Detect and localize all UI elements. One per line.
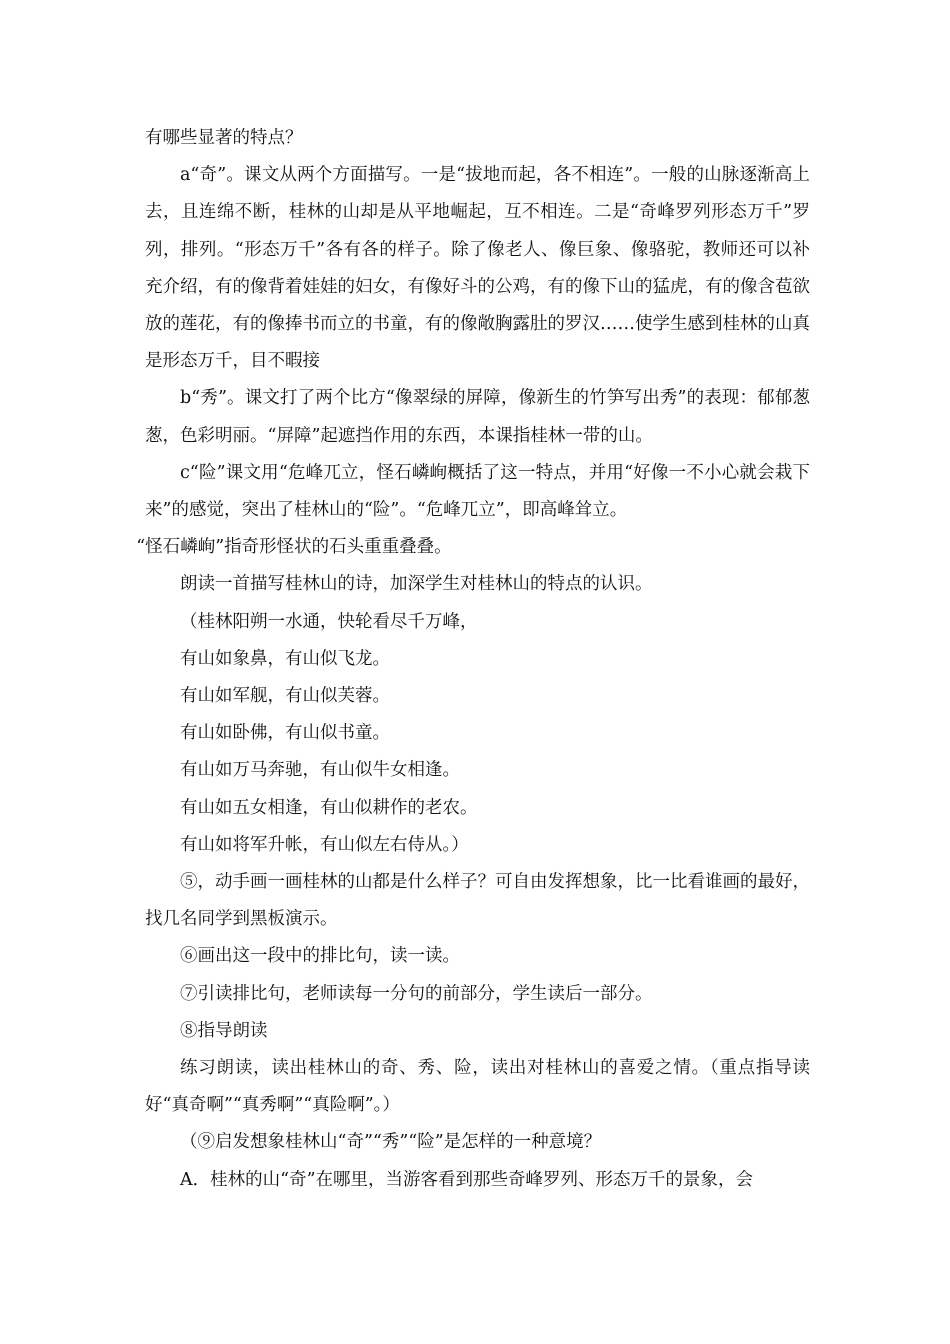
- item-a-paragraph: A．桂林的山“奇”在哪里，当游客看到那些奇峰罗列、形态万千的景象，会: [180, 1169, 754, 1190]
- step-9-paragraph: （⑨启发想象桂林山“奇”“秀”“险”是怎样的一种意境？: [180, 1132, 602, 1153]
- poem-line: 有山如将军升帐，有山似左右侍从。）: [180, 834, 469, 855]
- poem-line: 有山如五女相逢，有山似耕作的老农。: [180, 797, 478, 818]
- poem-line: （桂林阳朔一水通，快轮看尽千万峰，: [180, 611, 478, 632]
- poem-line: 有山如军舰，有山似芙蓉。: [180, 686, 390, 707]
- paragraph-guaishi: “怪石嶙峋”指奇形怪状的石头重重叠叠。: [136, 537, 452, 558]
- paragraph-qi: a“奇”。课文从两个方面描写。一是“拔地而起，各不相连”。一般的山脉逐渐高上去，且连绵不断，桂林的山却是从平地崛起，互不相连。二是“奇峰罗列形态万千”罗列，排列。“形态万千”各有各的样子。除了像老人、像巨象、像骆驼，教师还可以补充介绍，有的像背着娃娃的妇女，有像好斗的公鸡，有的像下山的猛虎，有的像含苞欲放的莲花，有的像捧书而立的书童，有的像敞胸露肚的罗汉……使学生感到桂林的山真是形态万千，目不暇接: [145, 165, 810, 372]
- step-7-paragraph: ⑦引读排比句，老师读每一分句的前部分，学生读后一部分。: [180, 983, 653, 1004]
- paragraph-xian: c“险”课文用“危峰兀立，怪石嶙峋概括了这一特点，并用“好像一不小心就会栽下来”的感觉，突出了桂林山的“险”。“危峰兀立”，即高峰耸立。: [145, 462, 810, 521]
- step-5-paragraph: ⑤，动手画一画桂林的山都是什么样子？可自由发挥想象，比一比看谁画的最好，找几名同学到黑板演示。: [145, 872, 810, 930]
- step-8-paragraph: ⑧指导朗读: [180, 1020, 268, 1041]
- document-body: [136, 120, 810, 1199]
- poem-line: 有山如万马奔驰，有山似牛女相逢。: [180, 760, 460, 781]
- paragraph-continuation: 有哪些显著的特点？: [145, 128, 303, 148]
- step-6-paragraph: ⑥画出这一段中的排比句，读一读。: [180, 946, 460, 967]
- poem-line: 有山如卧佛，有山似书童。: [180, 723, 390, 744]
- poem-line: 有山如象鼻，有山似飞龙。: [180, 648, 390, 669]
- paragraph-poem-intro: 朗读一首描写桂林山的诗，加深学生对桂林山的特点的认识。: [180, 574, 653, 595]
- reading-practice-paragraph: 练习朗读，读出桂林山的奇、秀、险，读出对桂林山的喜爱之情。（重点指导读好“真奇啊”“真秀啊”“真险啊”。）: [145, 1058, 810, 1116]
- paragraph-xiu: b“秀”。课文打了两个比方“像翠绿的屏障，像新生的竹笋写出秀”的表现：郁郁葱葱，色彩明丽。“屏障”起遮挡作用的东西，本课指桂林一带的山。: [145, 388, 810, 446]
